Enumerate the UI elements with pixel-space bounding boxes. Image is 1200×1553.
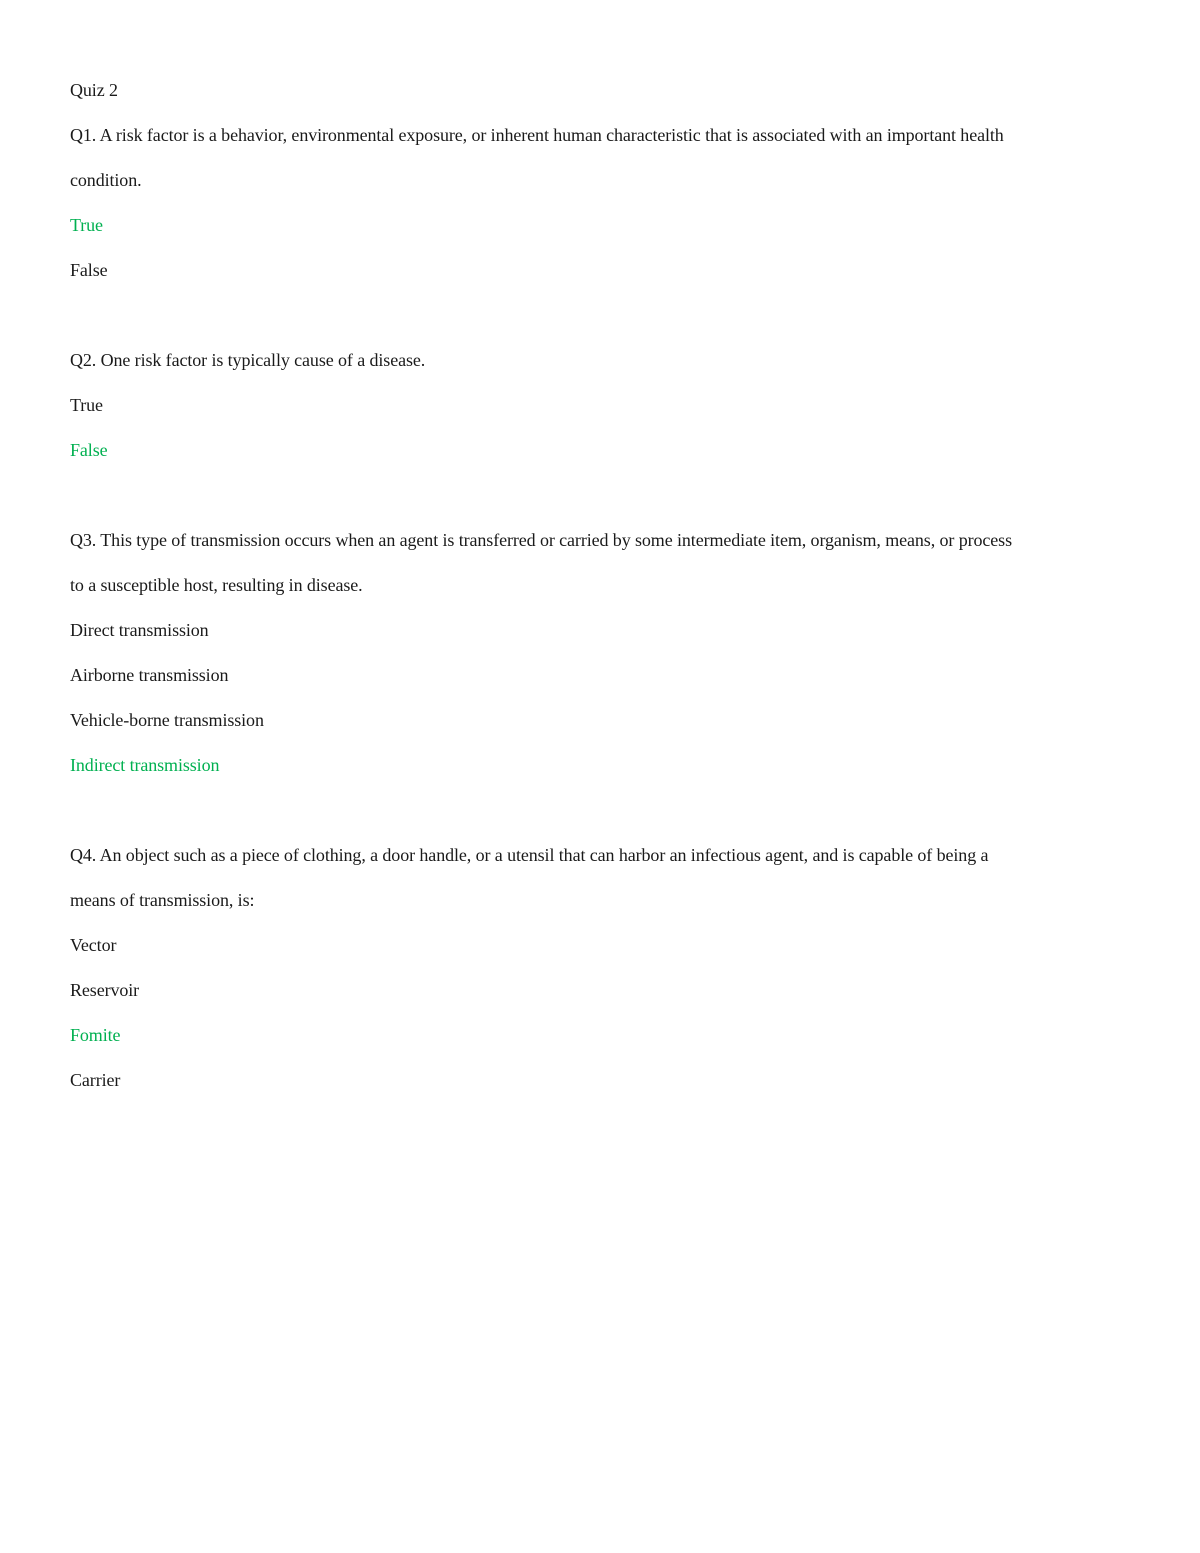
question-4-text-line-1: Q4. An object such as a piece of clothing, a door handle, or a utensil that can harbor an infectious agent, and is capable of being a	[70, 845, 989, 865]
question-2-option-true: True	[70, 395, 103, 415]
question-1-text-line-2: condition.	[70, 170, 142, 190]
question-4-option-reservoir: Reservoir	[70, 980, 140, 1000]
spacer	[70, 788, 1130, 833]
question-1-text-line-1: Q1. A risk factor is a behavior, environmental exposure, or inherent human characteristic that is associated with an important health	[70, 125, 1004, 145]
question-2	[70, 338, 1130, 473]
question-4-text-line-2: means of transmission, is:	[70, 890, 255, 910]
question-3-option-vehicle-borne: Vehicle-borne transmission	[70, 710, 264, 730]
question-3-option-indirect-correct: Indirect transmission	[70, 755, 220, 775]
spacer	[70, 473, 1130, 518]
question-4-option-carrier: Carrier	[70, 1070, 121, 1090]
question-4-option-fomite-correct: Fomite	[70, 1025, 121, 1045]
question-2-option-false-correct: False	[70, 440, 108, 460]
question-4-option-vector: Vector	[70, 935, 117, 955]
spacer	[70, 293, 1130, 338]
document-content	[70, 68, 1130, 1103]
question-3-text-line-1: Q3. This type of transmission occurs when an agent is transferred or carried by some intermediate item, organism, means, or process	[70, 530, 1012, 550]
question-2-text: Q2. One risk factor is typically cause of a disease.	[70, 350, 426, 370]
question-3-text-line-2: to a susceptible host, resulting in disease.	[70, 575, 363, 595]
question-3-option-airborne: Airborne transmission	[70, 665, 229, 685]
question-3	[70, 518, 1130, 788]
question-1-option-false: False	[70, 260, 108, 280]
question-4	[70, 833, 1130, 1103]
question-3-option-direct: Direct transmission	[70, 620, 209, 640]
question-1-option-true-correct: True	[70, 215, 103, 235]
quiz-title: Quiz 2	[70, 80, 118, 100]
question-1	[70, 113, 1130, 293]
